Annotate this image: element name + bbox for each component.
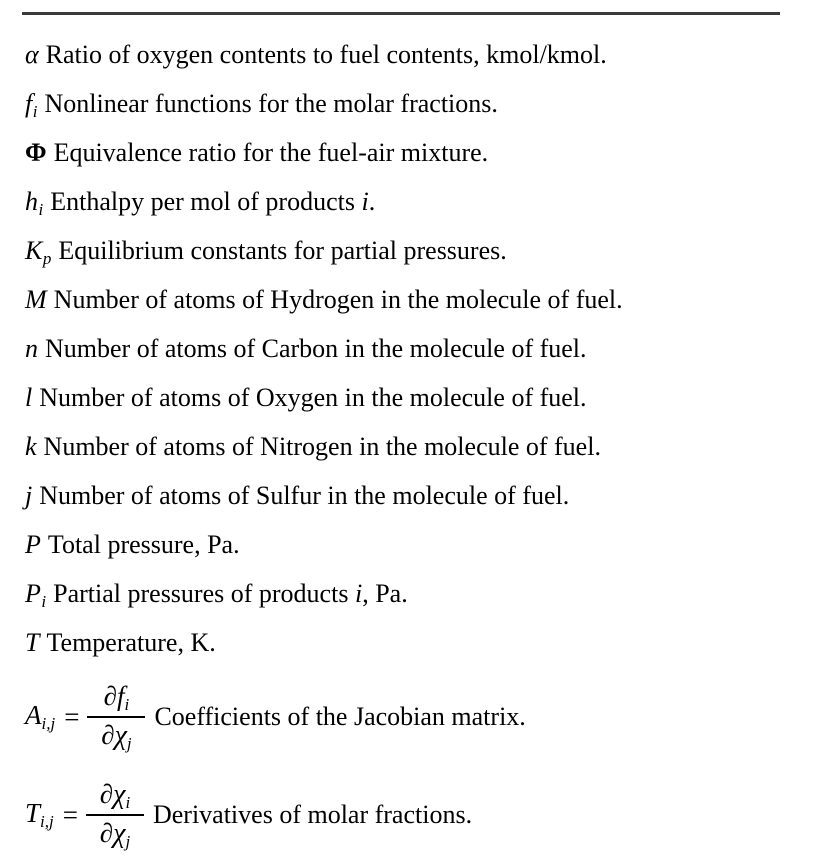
- nomenclature-entry: [25, 324, 815, 373]
- entry-description: Equivalence ratio for the fuel-air mixture.: [53, 138, 489, 167]
- equation-lhs: Ti,j: [25, 797, 54, 832]
- equation-description: Derivatives of molar fractions.: [152, 800, 473, 829]
- top-horizontal-rule: [22, 12, 780, 15]
- symbol-l: l: [25, 383, 33, 412]
- equation-jacobian-coefficients: [0, 667, 526, 767]
- nomenclature-entry: [25, 30, 815, 79]
- fraction-denominator: $\partial\chi_j$: [101, 719, 132, 753]
- equation-lhs: Ai,j: [25, 699, 56, 734]
- symbol-h-i: $h_i$: [25, 187, 44, 219]
- entry-description: Equilibrium constants for partial pressures.: [58, 236, 507, 265]
- fraction-numerator: $\partial\chi_i$: [99, 778, 131, 812]
- entry-description: Number of atoms of Nitrogen in the molecule of fuel.: [43, 432, 601, 461]
- symbol-p: P: [25, 530, 41, 559]
- entry-description: Nonlinear functions for the molar fractions.: [44, 89, 498, 118]
- entry-description: Number of atoms of Hydrogen in the molecule of fuel.: [53, 285, 623, 314]
- entry-description: Enthalpy per mol of products i.: [50, 187, 376, 216]
- nomenclature-entry: [25, 275, 815, 324]
- nomenclature-entry: [25, 520, 815, 569]
- entry-description: Ratio of oxygen contents to fuel contents, kmol/kmol.: [45, 40, 607, 69]
- symbol-j: j: [25, 481, 33, 510]
- entry-description: Temperature, K.: [46, 628, 216, 657]
- nomenclature-entry: [25, 79, 815, 128]
- equals-sign: =: [62, 799, 78, 830]
- fraction-denominator: $\partial\chi_j$: [99, 817, 131, 851]
- symbol-k: k: [25, 432, 37, 461]
- nomenclature-entry: [25, 618, 815, 667]
- symbol-t: T: [25, 628, 40, 657]
- nomenclature-entry: [25, 373, 815, 422]
- equation-description: Coefficients of the Jacobian matrix.: [154, 702, 526, 731]
- nomenclature-entry: [25, 226, 815, 275]
- symbol-n: n: [25, 334, 38, 363]
- nomenclature-entry: [25, 471, 815, 520]
- nomenclature-entry: [25, 569, 815, 618]
- nomenclature-entry: [25, 422, 815, 471]
- symbol-f-i: $f_i$: [25, 89, 38, 121]
- equation-molar-fraction-derivatives: [0, 765, 472, 865]
- symbol-alpha: α: [25, 40, 39, 69]
- equals-sign: =: [64, 701, 80, 732]
- nomenclature-list: [25, 30, 815, 667]
- symbol-phi: Φ: [25, 138, 47, 167]
- symbol-p-i: $P_i$: [25, 579, 47, 611]
- entry-description: Number of atoms of Carbon in the molecule of fuel.: [45, 334, 587, 363]
- fraction: [86, 779, 144, 851]
- entry-description: Number of atoms of Sulfur in the molecule of fuel.: [39, 481, 570, 510]
- fraction: [87, 681, 145, 753]
- symbol-k-p: $K_p$: [25, 236, 52, 268]
- nomenclature-entry: [25, 177, 815, 226]
- entry-description: Total pressure, Pa.: [47, 530, 240, 559]
- nomenclature-entry: [25, 128, 815, 177]
- fraction-numerator: $\partial f_i$: [103, 680, 130, 714]
- symbol-m: M: [25, 285, 47, 314]
- entry-description: Partial pressures of products i, Pa.: [53, 579, 408, 608]
- entry-description: Number of atoms of Oxygen in the molecule of fuel.: [39, 383, 587, 412]
